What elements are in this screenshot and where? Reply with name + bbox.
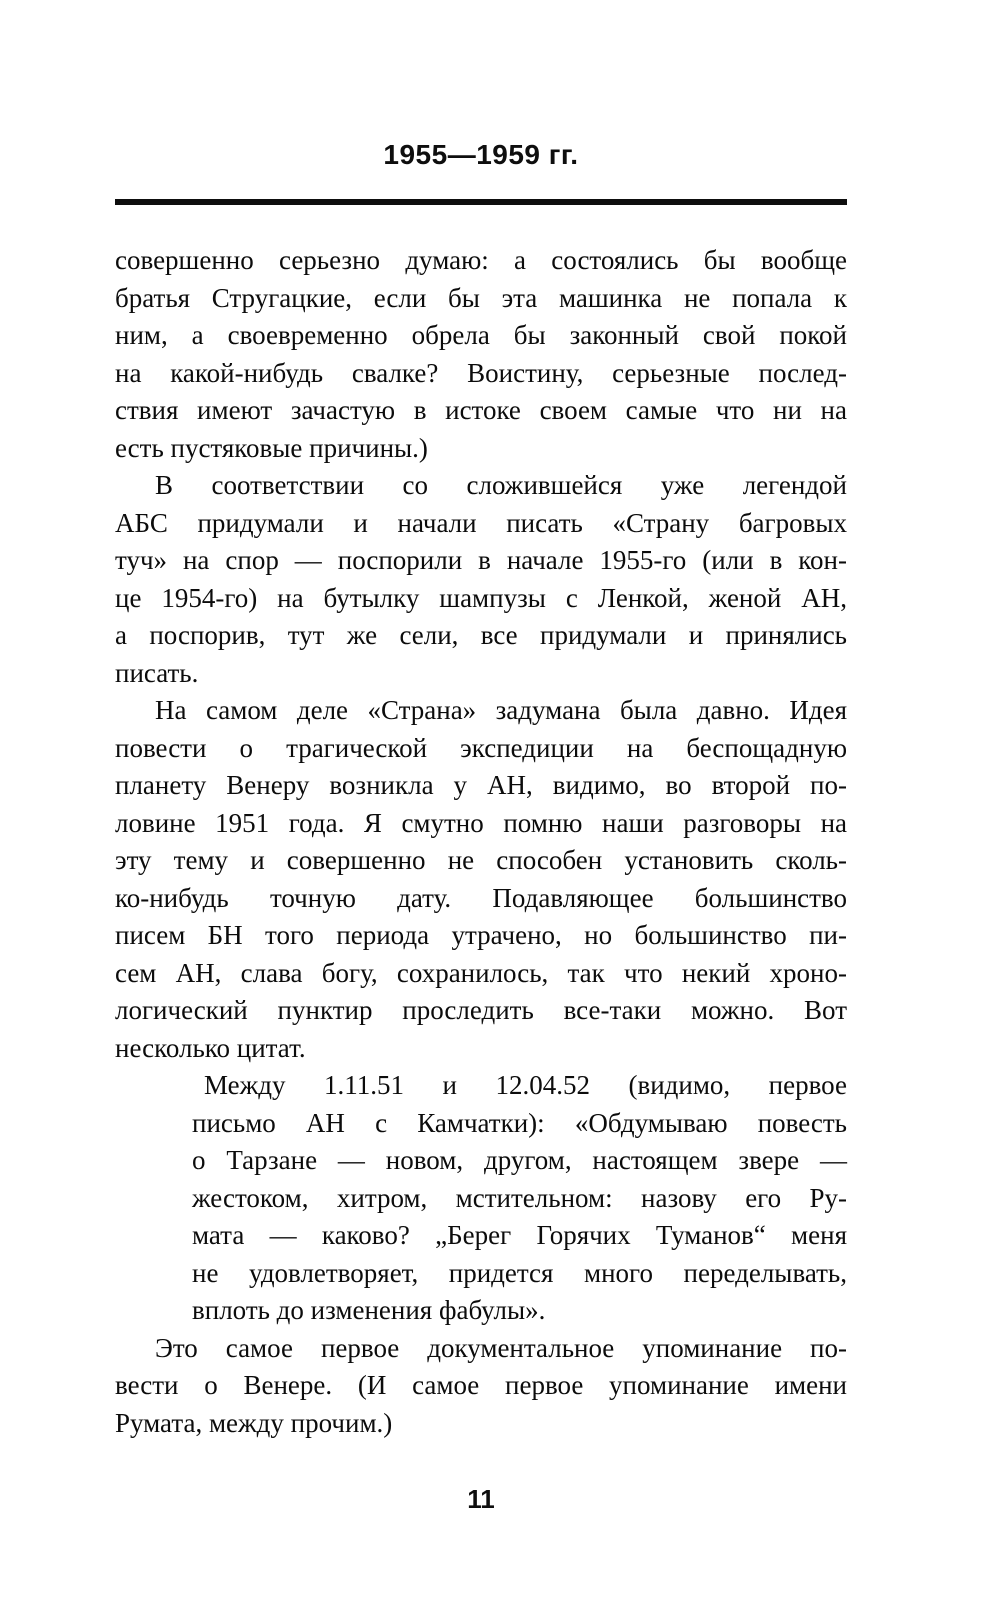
paragraph xyxy=(115,467,847,692)
text-line: братья Стругацкие, если бы эта машинка не попала к xyxy=(115,282,847,313)
text-line: ловине 1951 года. Я смутно помню наши разговоры на xyxy=(115,807,847,838)
quote-paragraph xyxy=(115,1067,847,1330)
text-line: це 1954-го) на бутылку шампузы с Ленкой, женой АН, xyxy=(115,582,847,613)
text-line: на какой-нибудь свалке? Воистину, серьезные послед- xyxy=(115,357,847,388)
text-line: туч» на спор — поспорили в начале 1955-го (или в кон- xyxy=(115,545,847,575)
text-line: АБС придумали и начали писать «Страну багровых xyxy=(115,507,847,538)
text-line: писать. xyxy=(115,657,199,688)
text-line: есть пустяковые причины.) xyxy=(115,432,428,463)
text-line: вести о Венере. (И самое первое упоминание имени xyxy=(115,1370,847,1400)
text-line: ним, а своевременно обрела бы законный свой покой xyxy=(115,320,847,350)
body-text xyxy=(115,242,847,1442)
text-line: Это самое первое документальное упоминание по- xyxy=(155,1332,847,1363)
paragraph xyxy=(115,692,847,1067)
text-line: Румата, между прочим.) xyxy=(115,1407,393,1438)
running-head: 1955—1959 гг. xyxy=(383,139,579,170)
text-line: мата — каково? „Берег Горячих Туманов“ меня xyxy=(192,1220,847,1250)
text-line: писем БН того периода утрачено, но большинство пи- xyxy=(115,920,847,950)
text-line: ко-нибудь точную дату. Подавляющее большинство xyxy=(115,882,847,913)
text-line: о Тарзане — новом, другом, настоящем звере — xyxy=(192,1145,847,1175)
paragraph xyxy=(115,1330,847,1443)
text-line: повести о трагической экспедиции на беспощадную xyxy=(115,732,847,763)
text-line: В соответствии со сложившейся уже легендой xyxy=(155,470,847,500)
text-line: жестоком, хитром, мстительном: назову его Ру- xyxy=(192,1182,847,1213)
text-line: На самом деле «Страна» задумана была давно. Идея xyxy=(155,695,847,725)
paragraph xyxy=(115,242,847,467)
text-line: несколько цитат. xyxy=(115,1032,306,1063)
text-line: письмо АН с Камчатки): «Обдумываю повесть xyxy=(192,1107,847,1138)
text-line: а поспорив, тут же сели, все придумали и принялись xyxy=(115,620,847,650)
text-line: сем АН, слава богу, сохранилось, так что некий хроно- xyxy=(115,957,847,988)
text-line: ствия имеют зачастую в истоке своем самые что ни на xyxy=(115,395,847,425)
text-line: не удовлетворяет, придется много переделывать, xyxy=(192,1257,847,1288)
header-rule xyxy=(115,199,847,205)
text-line: эту тему и совершенно не способен установить сколь- xyxy=(115,845,847,875)
text-line: совершенно серьезно думаю: а состоялись бы вообще xyxy=(115,245,847,275)
text-line: логический пунктир проследить все-таки можно. Вот xyxy=(115,995,847,1025)
page-number: 11 xyxy=(467,1484,495,1514)
text-line: Между 1.11.51 и 12.04.52 (видимо, первое xyxy=(204,1070,847,1100)
text-line: планету Венеру возникла у АН, видимо, во второй по- xyxy=(115,770,847,800)
text-line: вплоть до изменения фабулы». xyxy=(192,1295,546,1325)
